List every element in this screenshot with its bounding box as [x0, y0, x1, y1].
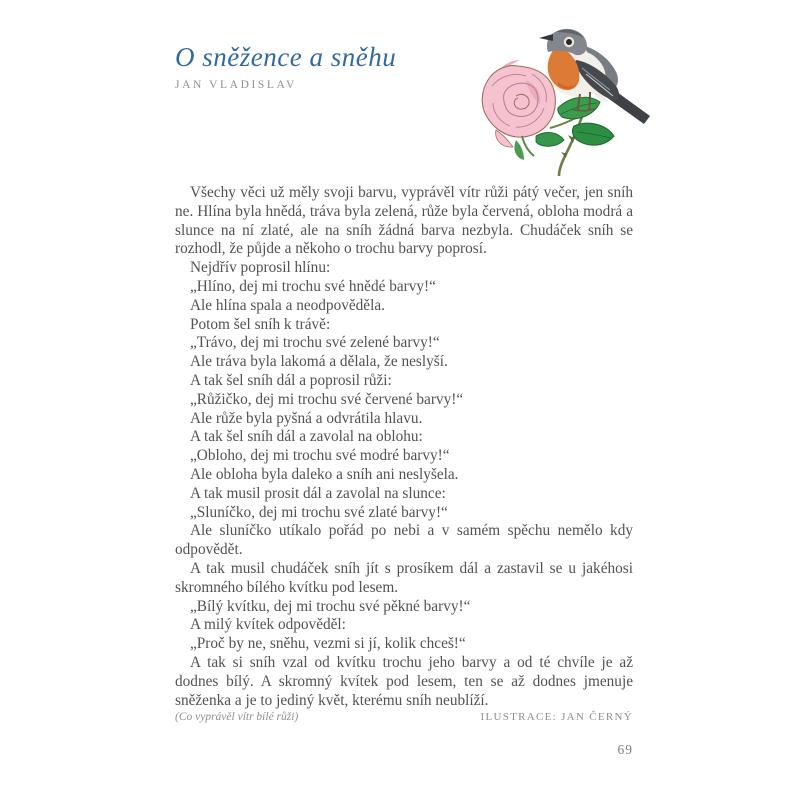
page-number: 69: [617, 742, 633, 757]
story-paragraph: „Hlíno, dej mi trochu své hnědé barvy!“: [190, 277, 436, 295]
story-paragraph: A tak šel sníh dál a zavolal na oblohu:: [190, 428, 423, 446]
footer-row: [175, 711, 633, 723]
story-header: [175, 42, 396, 91]
story-paragraph: A tak si sníh vzal od kvítku trochu jeho barvy a od té chvíle je až dodnes bílý. A skromný kvítek pod lesem, ten se až dodnes jmenuje sněženka a je to jediný květ, kterému sníh neublíží.: [175, 653, 633, 709]
story-paragraph: Ale tráva byla lakomá a dělala, že neslyší.: [190, 353, 448, 371]
story-author: JAN VLADISLAV: [175, 79, 297, 91]
bird-on-rose-illustration: [466, 24, 671, 179]
story-paragraph: Ale hlína spala a neodpověděla.: [190, 296, 385, 314]
story-paragraph: Ale růže byla pyšná a odvrátila hlavu.: [190, 409, 423, 427]
illustration-credit: ILUSTRACE: JAN ČERNÝ: [480, 711, 633, 723]
bird-eye: [566, 39, 572, 45]
story-paragraph: „Růžičko, dej mi trochu své červené barvy!“: [190, 390, 464, 408]
story-paragraph: Ale sluníčko utíkalo pořád po nebi a v samém spěchu nemělo kdy odpovědět.: [175, 522, 633, 559]
bird-on-rose-drawing: [466, 24, 671, 179]
story-paragraph: „Proč by ne, sněhu, vezmi si jí, kolik chceš!“: [190, 635, 466, 653]
story-paragraph: Všechy věci už měly svoji barvu, vyprávěl vítr růži pátý večer, jen sníh ne. Hlína byla hnědá, tráva byla zelená, růže byla červená, obloha modrá a slunce na ní zlaté, ale na sníh žádná barva nezbyla. Chudáček sníh se rozhodl, že půjde a někoho o trochu barvy poprosí.: [175, 184, 633, 258]
story-paragraph: A milý kvítek odpověděl:: [190, 616, 346, 634]
story-title: O sněžence a sněhu: [175, 42, 397, 72]
source-note: (Co vyprávěl vítr bílé růži): [175, 711, 299, 723]
story-paragraph: A tak musil chudáček sníh jít s prosíkem dál a zastavil se u jakéhosi skromného bílého kvítku pod lesem.: [175, 559, 633, 596]
story-paragraph: A tak musil prosit dál a zavolal na slunce:: [190, 484, 446, 502]
story-paragraph: „Obloho, dej mi trochu své modré barvy!“: [190, 447, 450, 465]
story-paragraph: A tak šel sníh dál a poprosil růži:: [190, 371, 392, 389]
story-paragraph: „Trávo, dej mi trochu své zelené barvy!“: [190, 334, 440, 352]
story-paragraph: „Sluníčko, dej mi trochu své zlaté barvy!“: [190, 503, 448, 521]
story-paragraph: Nejdřív poprosil hlínu:: [190, 259, 331, 277]
story-paragraph: Potom šel sníh k trávě:: [190, 315, 331, 333]
story-text: [175, 184, 633, 710]
story-paragraph: Ale obloha byla daleko a sníh ani neslyšela.: [190, 465, 459, 483]
story-paragraph: „Bílý kvítku, dej mi trochu své pěkné barvy!“: [190, 597, 471, 615]
